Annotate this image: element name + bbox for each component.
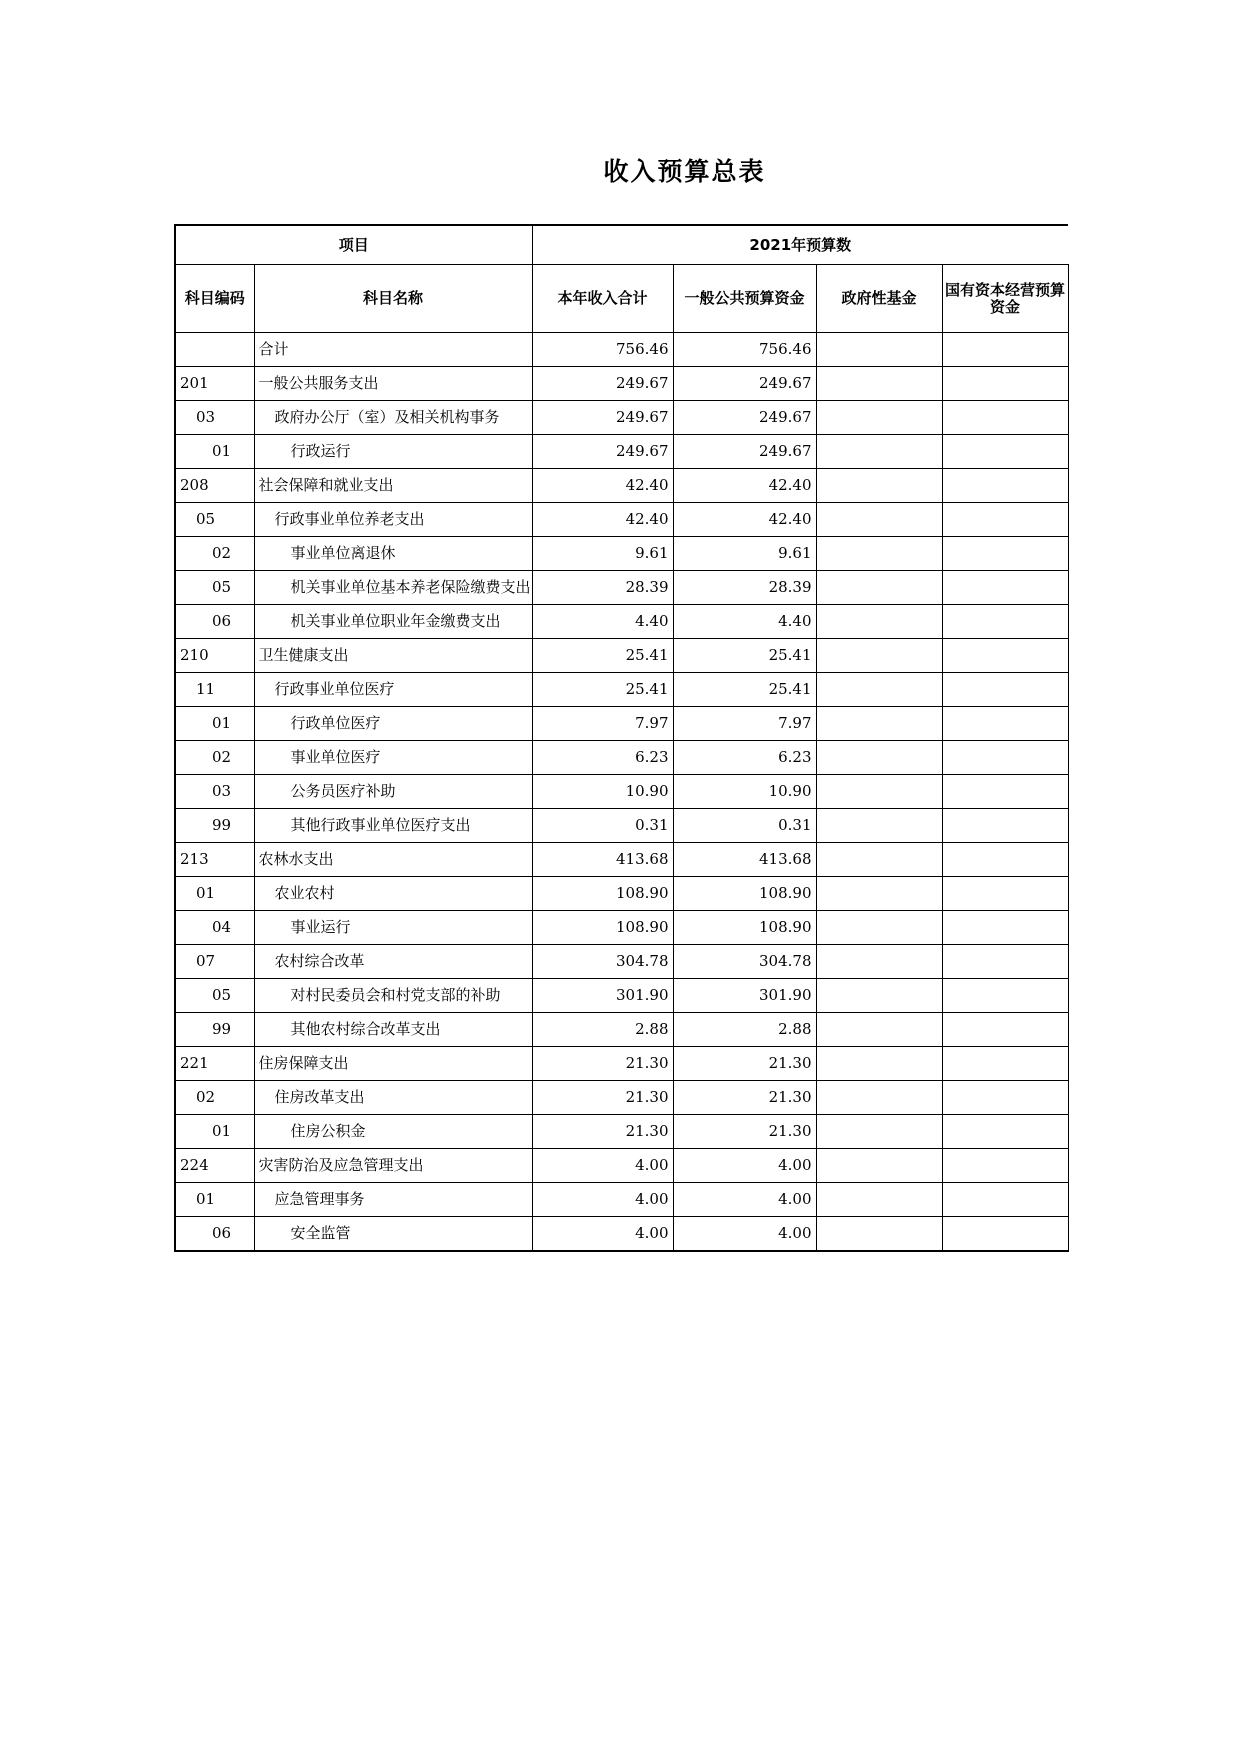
- general-budget-cell: 10.90: [673, 775, 816, 809]
- subject-code-cell: 208: [175, 469, 254, 503]
- soe-budget-cell: [942, 1183, 1068, 1217]
- subject-name-cell: 灾害防治及应急管理支出: [254, 1149, 532, 1183]
- subject-code-cell: 213: [175, 843, 254, 877]
- soe-budget-cell: [942, 1081, 1068, 1115]
- subject-code-cell: 01: [175, 435, 254, 469]
- total-income-cell: 10.90: [532, 775, 673, 809]
- table-row: [175, 503, 1068, 537]
- gov-fund-cell: [816, 1115, 942, 1149]
- total-income-cell: 28.39: [532, 571, 673, 605]
- subject-code-cell: 01: [175, 707, 254, 741]
- subject-code-cell: 02: [175, 1081, 254, 1115]
- page-title: 收入预算总表: [603, 157, 766, 186]
- gov-fund-cell: [816, 605, 942, 639]
- header-project: 项目: [175, 225, 532, 265]
- total-income-cell: 108.90: [532, 877, 673, 911]
- soe-budget-cell: [942, 367, 1068, 401]
- subject-code-cell: 01: [175, 877, 254, 911]
- general-budget-cell: 21.30: [673, 1115, 816, 1149]
- header-subject-name: 科目名称: [254, 265, 532, 333]
- table-row: [175, 605, 1068, 639]
- table-row: [175, 537, 1068, 571]
- subject-name-cell: 行政事业单位养老支出: [254, 503, 532, 537]
- general-budget-cell: 4.40: [673, 605, 816, 639]
- table-row: [175, 673, 1068, 707]
- gov-fund-cell: [816, 1047, 942, 1081]
- subject-name-cell: 农村综合改革: [254, 945, 532, 979]
- subject-code-cell: 05: [175, 571, 254, 605]
- gov-fund-cell: [816, 877, 942, 911]
- table-row: [175, 1081, 1068, 1115]
- total-income-cell: 0.31: [532, 809, 673, 843]
- soe-budget-cell: [942, 775, 1068, 809]
- soe-budget-cell: [942, 1013, 1068, 1047]
- table-row: [175, 401, 1068, 435]
- general-budget-cell: 7.97: [673, 707, 816, 741]
- header-general-budget: 一般公共预算资金: [673, 265, 816, 333]
- gov-fund-cell: [816, 333, 942, 367]
- subject-name-cell: 事业单位医疗: [254, 741, 532, 775]
- soe-budget-cell: [942, 707, 1068, 741]
- gov-fund-cell: [816, 809, 942, 843]
- general-budget-cell: 42.40: [673, 469, 816, 503]
- soe-budget-cell: [942, 1217, 1068, 1252]
- subject-code-cell: 99: [175, 809, 254, 843]
- subject-name-cell: 行政运行: [254, 435, 532, 469]
- subject-name-cell: 住房保障支出: [254, 1047, 532, 1081]
- table-row: [175, 469, 1068, 503]
- table-row: [175, 1115, 1068, 1149]
- subject-name-cell: 一般公共服务支出: [254, 367, 532, 401]
- header-subject-code: 科目编码: [175, 265, 254, 333]
- gov-fund-cell: [816, 1013, 942, 1047]
- subject-code-cell: 99: [175, 1013, 254, 1047]
- general-budget-cell: 301.90: [673, 979, 816, 1013]
- subject-name-cell: 公务员医疗补助: [254, 775, 532, 809]
- total-income-cell: 25.41: [532, 639, 673, 673]
- table-row: [175, 367, 1068, 401]
- total-income-cell: 42.40: [532, 469, 673, 503]
- table-row: [175, 1047, 1068, 1081]
- general-budget-cell: 25.41: [673, 673, 816, 707]
- subject-code-cell: 05: [175, 979, 254, 1013]
- header-row-2: [175, 265, 1068, 333]
- general-budget-cell: 108.90: [673, 877, 816, 911]
- table-row: [175, 911, 1068, 945]
- subject-code-cell: 03: [175, 775, 254, 809]
- gov-fund-cell: [816, 741, 942, 775]
- total-income-cell: 21.30: [532, 1047, 673, 1081]
- total-income-cell: 301.90: [532, 979, 673, 1013]
- general-budget-cell: 249.67: [673, 435, 816, 469]
- subject-name-cell: 农林水支出: [254, 843, 532, 877]
- gov-fund-cell: [816, 673, 942, 707]
- subject-name-cell: 卫生健康支出: [254, 639, 532, 673]
- subject-name-cell: 政府办公厅（室）及相关机构事务: [254, 401, 532, 435]
- table-row: [175, 843, 1068, 877]
- soe-budget-cell: [942, 435, 1068, 469]
- table-row: [175, 1013, 1068, 1047]
- table-row: [175, 435, 1068, 469]
- header-year-budget: 2021年预算数: [532, 225, 1068, 265]
- general-budget-cell: 0.31: [673, 809, 816, 843]
- gov-fund-cell: [816, 979, 942, 1013]
- gov-fund-cell: [816, 775, 942, 809]
- subject-name-cell: 对村民委员会和村党支部的补助: [254, 979, 532, 1013]
- subject-code-cell: [175, 333, 254, 367]
- gov-fund-cell: [816, 1081, 942, 1115]
- general-budget-cell: 756.46: [673, 333, 816, 367]
- general-budget-cell: 2.88: [673, 1013, 816, 1047]
- gov-fund-cell: [816, 1183, 942, 1217]
- total-income-cell: 108.90: [532, 911, 673, 945]
- soe-budget-cell: [942, 605, 1068, 639]
- gov-fund-cell: [816, 945, 942, 979]
- soe-budget-cell: [942, 741, 1068, 775]
- general-budget-cell: 42.40: [673, 503, 816, 537]
- soe-budget-cell: [942, 877, 1068, 911]
- table-row: [175, 1183, 1068, 1217]
- header-soe-budget: 国有资本经营预算资金: [942, 265, 1068, 333]
- gov-fund-cell: [816, 639, 942, 673]
- subject-code-cell: 06: [175, 1217, 254, 1252]
- soe-budget-cell: [942, 1047, 1068, 1081]
- subject-code-cell: 11: [175, 673, 254, 707]
- table-row: [175, 945, 1068, 979]
- general-budget-cell: 249.67: [673, 401, 816, 435]
- general-budget-cell: 21.30: [673, 1081, 816, 1115]
- total-income-cell: 4.00: [532, 1217, 673, 1252]
- general-budget-cell: 304.78: [673, 945, 816, 979]
- subject-code-cell: 03: [175, 401, 254, 435]
- general-budget-cell: 249.67: [673, 367, 816, 401]
- gov-fund-cell: [816, 843, 942, 877]
- table-row: [175, 333, 1068, 367]
- soe-budget-cell: [942, 571, 1068, 605]
- subject-name-cell: 其他行政事业单位医疗支出: [254, 809, 532, 843]
- subject-name-cell: 社会保障和就业支出: [254, 469, 532, 503]
- total-income-cell: 756.46: [532, 333, 673, 367]
- subject-name-cell: 事业运行: [254, 911, 532, 945]
- general-budget-cell: 25.41: [673, 639, 816, 673]
- gov-fund-cell: [816, 367, 942, 401]
- total-income-cell: 21.30: [532, 1115, 673, 1149]
- gov-fund-cell: [816, 401, 942, 435]
- table-row: [175, 1149, 1068, 1183]
- subject-code-cell: 07: [175, 945, 254, 979]
- subject-name-cell: 机关事业单位职业年金缴费支出: [254, 605, 532, 639]
- subject-code-cell: 04: [175, 911, 254, 945]
- total-income-cell: 9.61: [532, 537, 673, 571]
- total-income-cell: 249.67: [532, 367, 673, 401]
- soe-budget-cell: [942, 911, 1068, 945]
- total-income-cell: 249.67: [532, 401, 673, 435]
- soe-budget-cell: [942, 979, 1068, 1013]
- soe-budget-cell: [942, 673, 1068, 707]
- soe-budget-cell: [942, 401, 1068, 435]
- total-income-cell: 4.00: [532, 1183, 673, 1217]
- soe-budget-cell: [942, 809, 1068, 843]
- total-income-cell: 304.78: [532, 945, 673, 979]
- soe-budget-cell: [942, 469, 1068, 503]
- table-row: [175, 741, 1068, 775]
- total-income-cell: 4.00: [532, 1149, 673, 1183]
- table-row: [175, 877, 1068, 911]
- gov-fund-cell: [816, 435, 942, 469]
- gov-fund-cell: [816, 469, 942, 503]
- subject-code-cell: 210: [175, 639, 254, 673]
- general-budget-cell: 4.00: [673, 1217, 816, 1252]
- general-budget-cell: 413.68: [673, 843, 816, 877]
- gov-fund-cell: [816, 571, 942, 605]
- table-row: [175, 979, 1068, 1013]
- subject-name-cell: 机关事业单位基本养老保险缴费支出: [254, 571, 532, 605]
- soe-budget-cell: [942, 639, 1068, 673]
- table-row: [175, 809, 1068, 843]
- total-income-cell: 2.88: [532, 1013, 673, 1047]
- gov-fund-cell: [816, 1149, 942, 1183]
- table-row: [175, 639, 1068, 673]
- gov-fund-cell: [816, 1217, 942, 1252]
- soe-budget-cell: [942, 1115, 1068, 1149]
- general-budget-cell: 108.90: [673, 911, 816, 945]
- gov-fund-cell: [816, 911, 942, 945]
- gov-fund-cell: [816, 537, 942, 571]
- soe-budget-cell: [942, 843, 1068, 877]
- gov-fund-cell: [816, 707, 942, 741]
- general-budget-cell: 28.39: [673, 571, 816, 605]
- general-budget-cell: 4.00: [673, 1183, 816, 1217]
- total-income-cell: 413.68: [532, 843, 673, 877]
- subject-name-cell: 行政单位医疗: [254, 707, 532, 741]
- table-row: [175, 775, 1068, 809]
- subject-code-cell: 01: [175, 1183, 254, 1217]
- subject-code-cell: 02: [175, 537, 254, 571]
- general-budget-cell: 9.61: [673, 537, 816, 571]
- soe-budget-cell: [942, 333, 1068, 367]
- table-row: [175, 1217, 1068, 1252]
- general-budget-cell: 4.00: [673, 1149, 816, 1183]
- subject-name-cell: 住房公积金: [254, 1115, 532, 1149]
- total-income-cell: 25.41: [532, 673, 673, 707]
- subject-code-cell: 221: [175, 1047, 254, 1081]
- soe-budget-cell: [942, 945, 1068, 979]
- subject-name-cell: 住房改革支出: [254, 1081, 532, 1115]
- header-row-1: [175, 225, 1068, 265]
- subject-code-cell: 224: [175, 1149, 254, 1183]
- soe-budget-cell: [942, 537, 1068, 571]
- subject-code-cell: 201: [175, 367, 254, 401]
- subject-name-cell: 合计: [254, 333, 532, 367]
- subject-name-cell: 行政事业单位医疗: [254, 673, 532, 707]
- income-budget-table: [174, 224, 1069, 1252]
- table-row: [175, 571, 1068, 605]
- total-income-cell: 249.67: [532, 435, 673, 469]
- subject-code-cell: 06: [175, 605, 254, 639]
- gov-fund-cell: [816, 503, 942, 537]
- soe-budget-cell: [942, 1149, 1068, 1183]
- subject-name-cell: 事业单位离退休: [254, 537, 532, 571]
- subject-name-cell: 农业农村: [254, 877, 532, 911]
- total-income-cell: 42.40: [532, 503, 673, 537]
- subject-code-cell: 05: [175, 503, 254, 537]
- total-income-cell: 21.30: [532, 1081, 673, 1115]
- subject-code-cell: 01: [175, 1115, 254, 1149]
- total-income-cell: 6.23: [532, 741, 673, 775]
- general-budget-cell: 6.23: [673, 741, 816, 775]
- subject-name-cell: 其他农村综合改革支出: [254, 1013, 532, 1047]
- table-row: [175, 707, 1068, 741]
- total-income-cell: 4.40: [532, 605, 673, 639]
- header-total-income: 本年收入合计: [532, 265, 673, 333]
- header-gov-fund: 政府性基金: [816, 265, 942, 333]
- soe-budget-cell: [942, 503, 1068, 537]
- general-budget-cell: 21.30: [673, 1047, 816, 1081]
- total-income-cell: 7.97: [532, 707, 673, 741]
- subject-name-cell: 应急管理事务: [254, 1183, 532, 1217]
- subject-name-cell: 安全监管: [254, 1217, 532, 1252]
- subject-code-cell: 02: [175, 741, 254, 775]
